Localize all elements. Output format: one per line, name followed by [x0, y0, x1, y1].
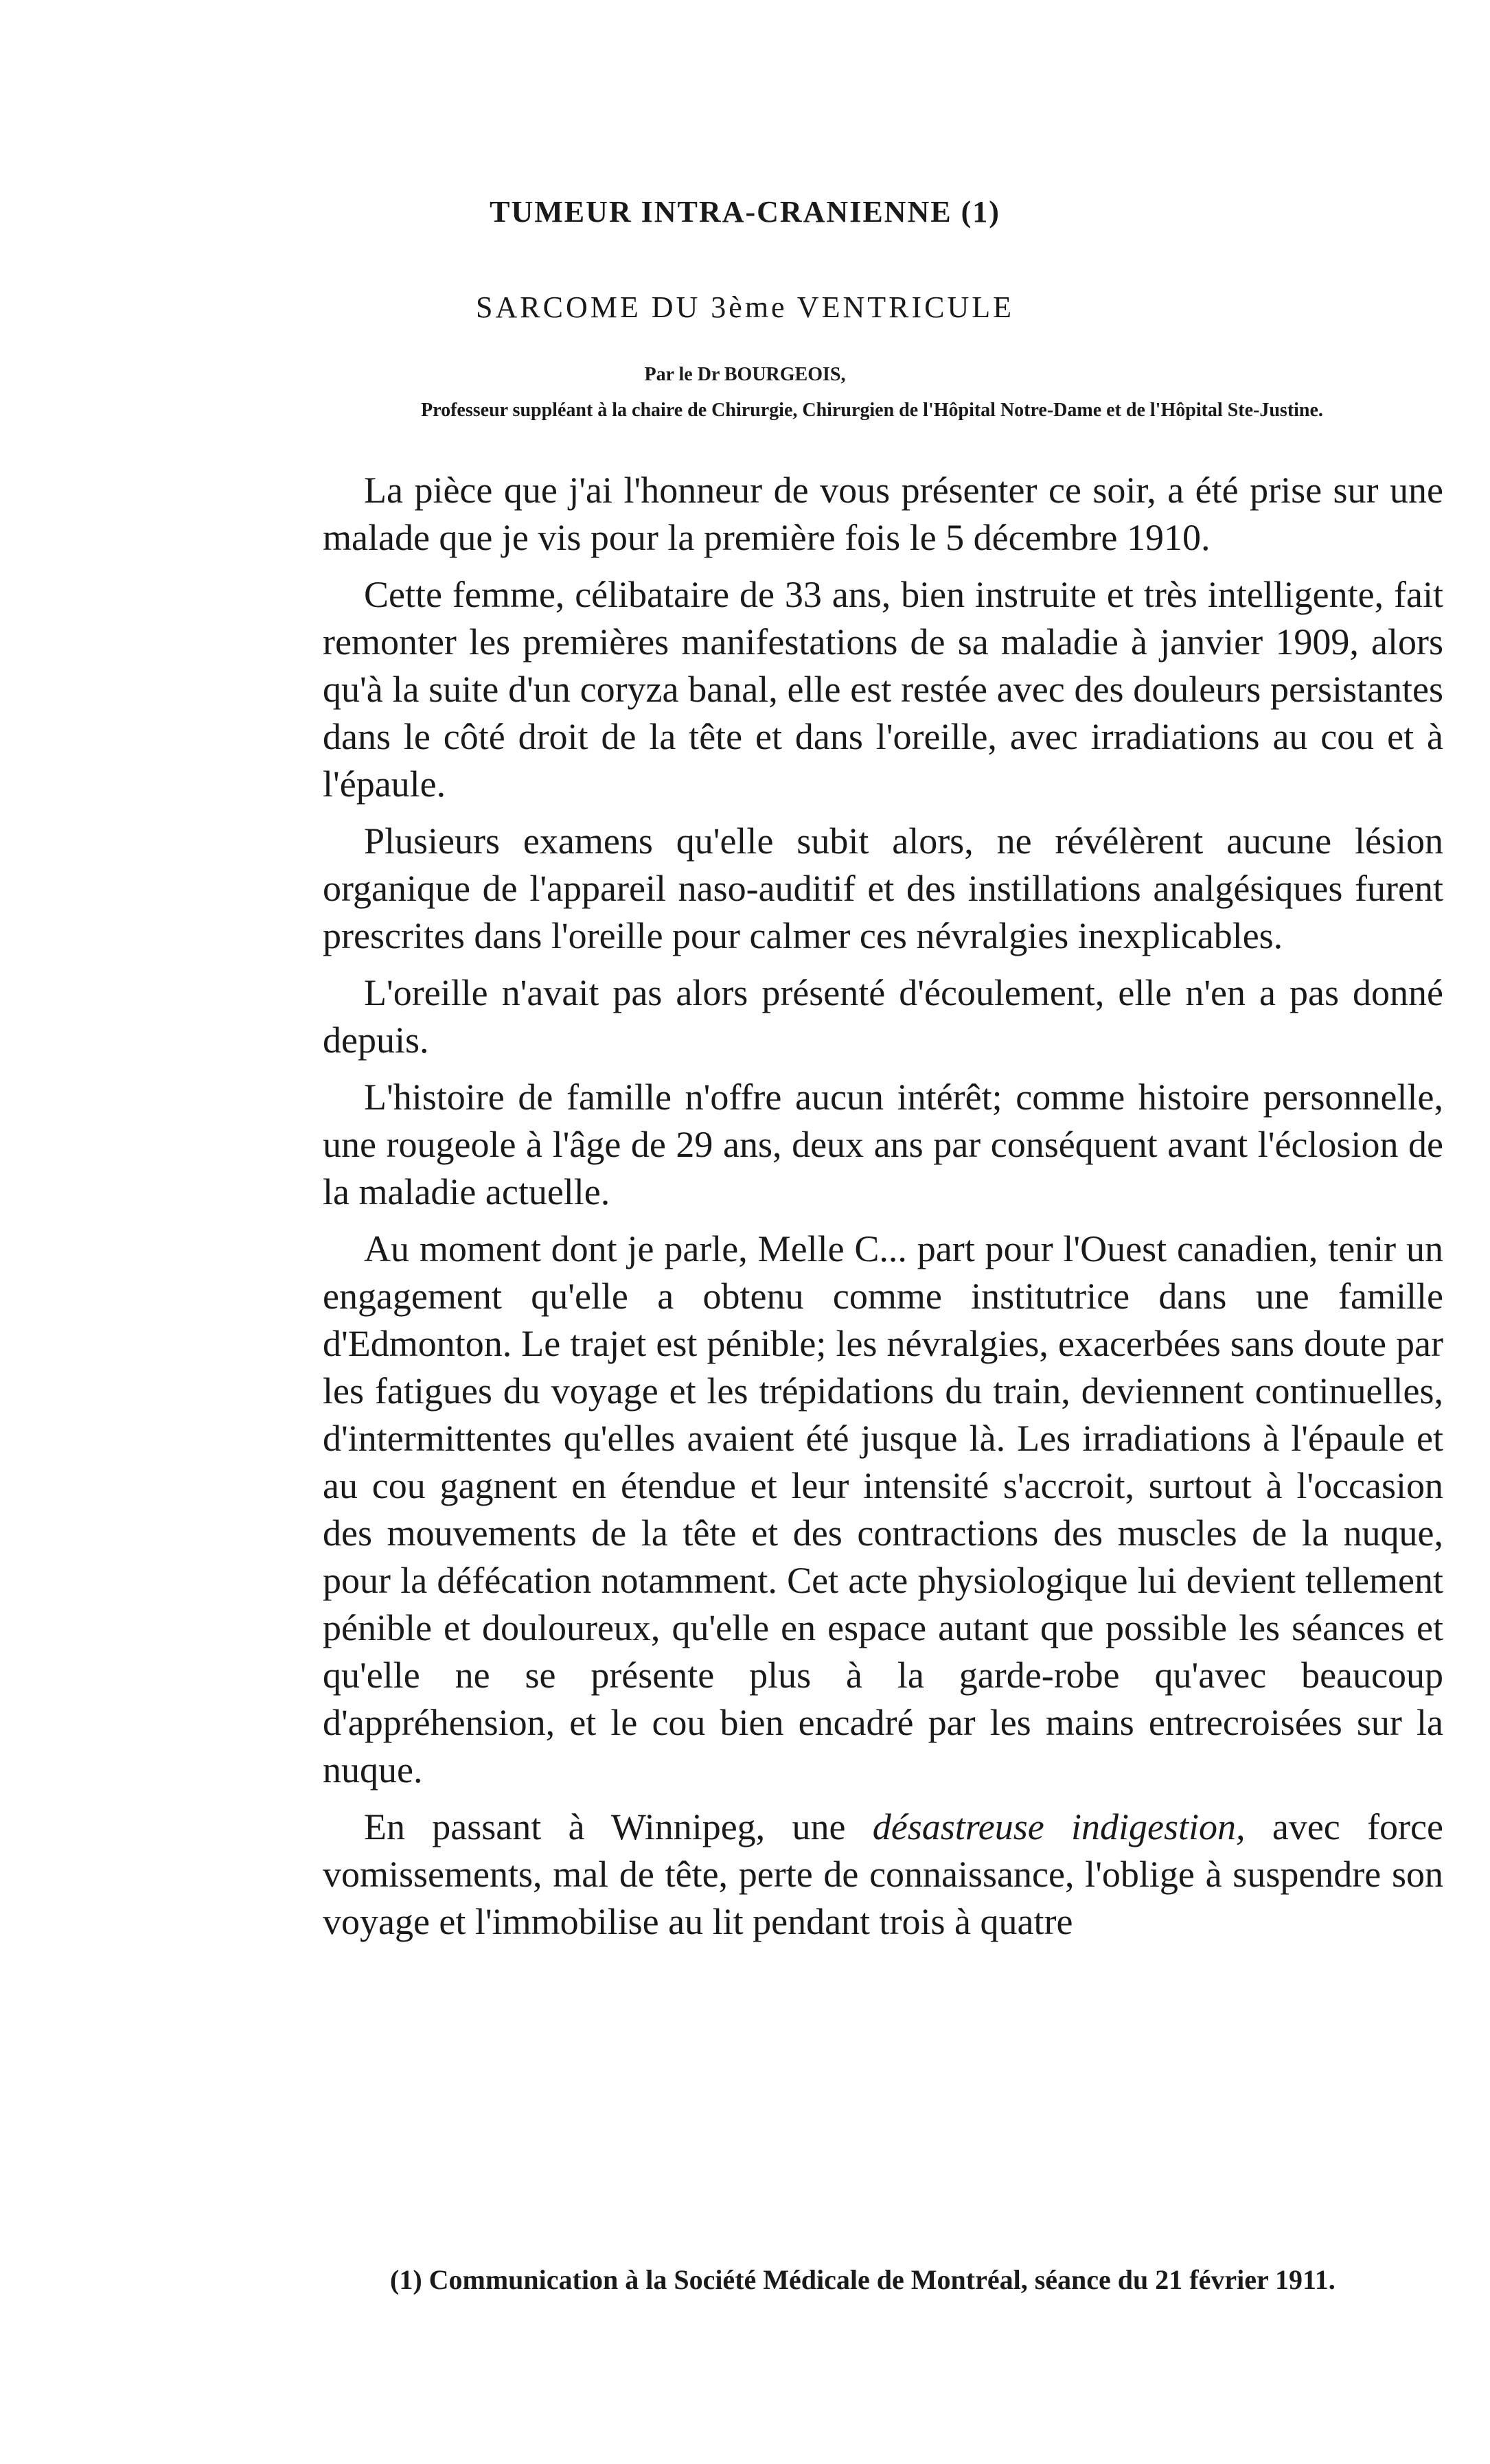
- paragraph-5: L'histoire de famille n'offre aucun intérêt; comme histoire personnelle, une rougeole à l'âge de 29 ans, deux ans par conséquent avant l'éclosion de la maladie actuelle.: [323, 1076, 1443, 1212]
- paragraph-2: Cette femme, célibataire de 33 ans, bien instruite et très intelligente, fait remonter les premières manifestations de sa maladie à janvier 1909, alors qu'à la suite d'un coryza banal, elle est restée avec des douleurs persistantes dans le côté droit de la tête et dans l'oreille, avec irradiations au cou et à l'épaule.: [323, 574, 1443, 805]
- author-byline: Par le Dr BOURGEOIS,: [644, 364, 846, 385]
- paragraph-7: [323, 1804, 1443, 1946]
- paragraph-1: La pièce que j'ai l'honneur de vous présenter ce soir, a été prise sur une malade que je vis pour la première fois le 5 décembre 1910.: [323, 470, 1443, 558]
- article-body: [323, 467, 1443, 1955]
- paragraph-3: Plusieurs examens qu'elle subit alors, ne révélèrent aucune lésion organique de l'appareil naso-auditif et des instillations analgésiques furent prescrites dans l'oreille pour calmer ces névralgies inexplicables.: [323, 820, 1443, 956]
- footnote: (1) Communication à la Société Médicale de Montréal, séance du 21 février 1911.: [390, 2264, 1336, 2295]
- article-title: TUMEUR INTRA-CRANIENNE (1): [490, 195, 1000, 229]
- paragraph-7-emphasis: désastreuse indigestion,: [872, 1806, 1246, 1847]
- paragraph-7-end: avec force vomissements, mal de tête, perte de connaissance, l'oblige à suspendre son voyage et l'immobilise au lit pendant trois à quatre: [323, 1806, 1443, 1942]
- paragraph-4: L'oreille n'avait pas alors présenté d'écoulement, elle n'en a pas donné depuis.: [323, 972, 1443, 1061]
- paragraph-7-start: En passant à Winnipeg, une: [364, 1806, 873, 1847]
- paragraph-6: Au moment dont je parle, Melle C... part pour l'Ouest canadien, tenir un engagement qu'elle a obtenu comme institutrice dans une famille d'Edmonton. Le trajet est pénible; les névralgies, exacerbées sans doute par les fatigues du voyage et les trépidations du train, deviennent continuelles, d'intermittentes qu'elles avaient été jusque là. Les irradiations à l'épaule et au cou gagnent en étendue et leur intensité s'accroit, surtout à l'occasion des mouvements de la tête et des contractions des muscles de la nuque, pour la défécation notamment. Cet acte physiologique lui devient tellement pénible et douloureux, qu'elle en espace autant que possible les séances et qu'elle ne se présente plus à la garde-robe qu'avec beaucoup d'appréhension, et le cou bien encadré par les mains entrecroisées sur la nuque.: [323, 1228, 1443, 1791]
- author-affiliation: Professeur suppléant à la chaire de Chirurgie, Chirurgien de l'Hôpital Notre-Dame et de l'Hôpital Ste-Justine.: [421, 400, 1323, 421]
- article-subtitle: SARCOME DU 3ème VENTRICULE: [476, 290, 1014, 324]
